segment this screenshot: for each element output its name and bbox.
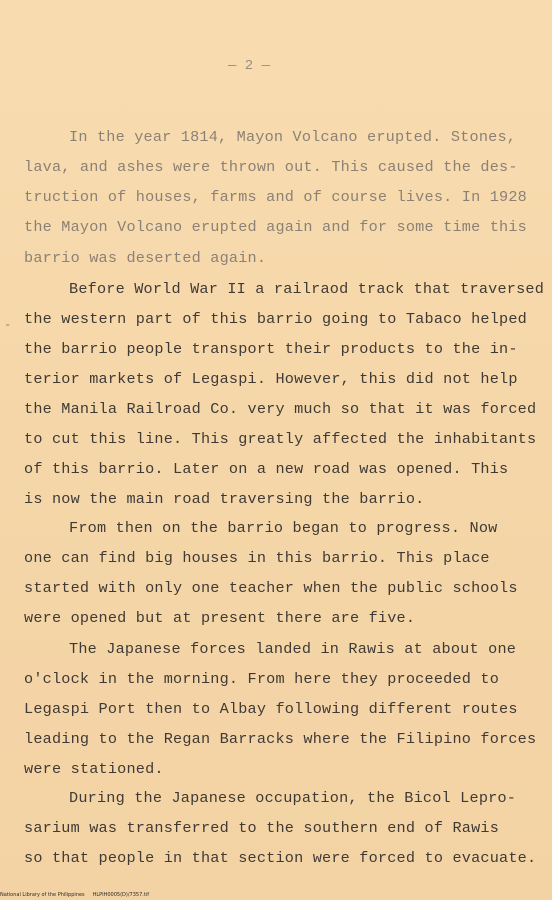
text-line: is now the main road traversing the barrio. — [24, 490, 425, 508]
scan-footer: National Library of the Philippines HLPIH0005(D)/7357.tif — [0, 892, 149, 898]
text-line: one can find big houses in this barrio. This place — [24, 549, 490, 567]
text-line: of this barrio. Later on a new road was opened. This — [24, 460, 509, 478]
text-line: o'clock in the morning. From here they proceeded to — [24, 670, 500, 688]
text-line: terior markets of Legaspi. However, this did not help — [24, 370, 518, 388]
text-line: sarium was transferred to the southern end of Rawis — [24, 819, 500, 837]
text-line: were stationed. — [24, 760, 164, 778]
margin-mark: - — [4, 318, 12, 332]
text-line: During the Japanese occupation, the Bicol Lepro- — [69, 789, 517, 807]
text-line: started with only one teacher when the public schools — [24, 579, 518, 597]
text-line: truction of houses, farms and of course lives. In 1928 — [24, 188, 527, 206]
text-line: Legaspi Port then to Albay following different routes — [24, 700, 518, 718]
page-number: — 2 — — [228, 58, 271, 74]
text-line: barrio was deserted again. — [24, 249, 267, 267]
text-line: the western part of this barrio going to Tabaco helped — [24, 310, 527, 328]
text-line: the Mayon Volcano erupted again and for some time this — [24, 218, 527, 236]
text-line: to cut this line. This greatly affected the inhabitants — [24, 430, 537, 448]
text-line: so that people in that section were forced to evacuate. — [24, 849, 537, 867]
text-line: Before World War II a railraod track that traversed — [69, 280, 545, 298]
text-line: the barrio people transport their products to the in- — [24, 340, 518, 358]
text-line: From then on the barrio began to progress. Now — [69, 519, 498, 537]
text-line: lava, and ashes were thrown out. This caused the des- — [24, 158, 518, 176]
text-line: The Japanese forces landed in Rawis at about one — [69, 640, 517, 658]
text-line: leading to the Regan Barracks where the Filipino forces — [24, 730, 537, 748]
text-line: the Manila Railroad Co. very much so that it was forced — [24, 400, 537, 418]
text-line: were opened but at present there are five. — [24, 609, 416, 627]
text-line: In the year 1814, Mayon Volcano erupted. Stones, — [69, 128, 517, 146]
